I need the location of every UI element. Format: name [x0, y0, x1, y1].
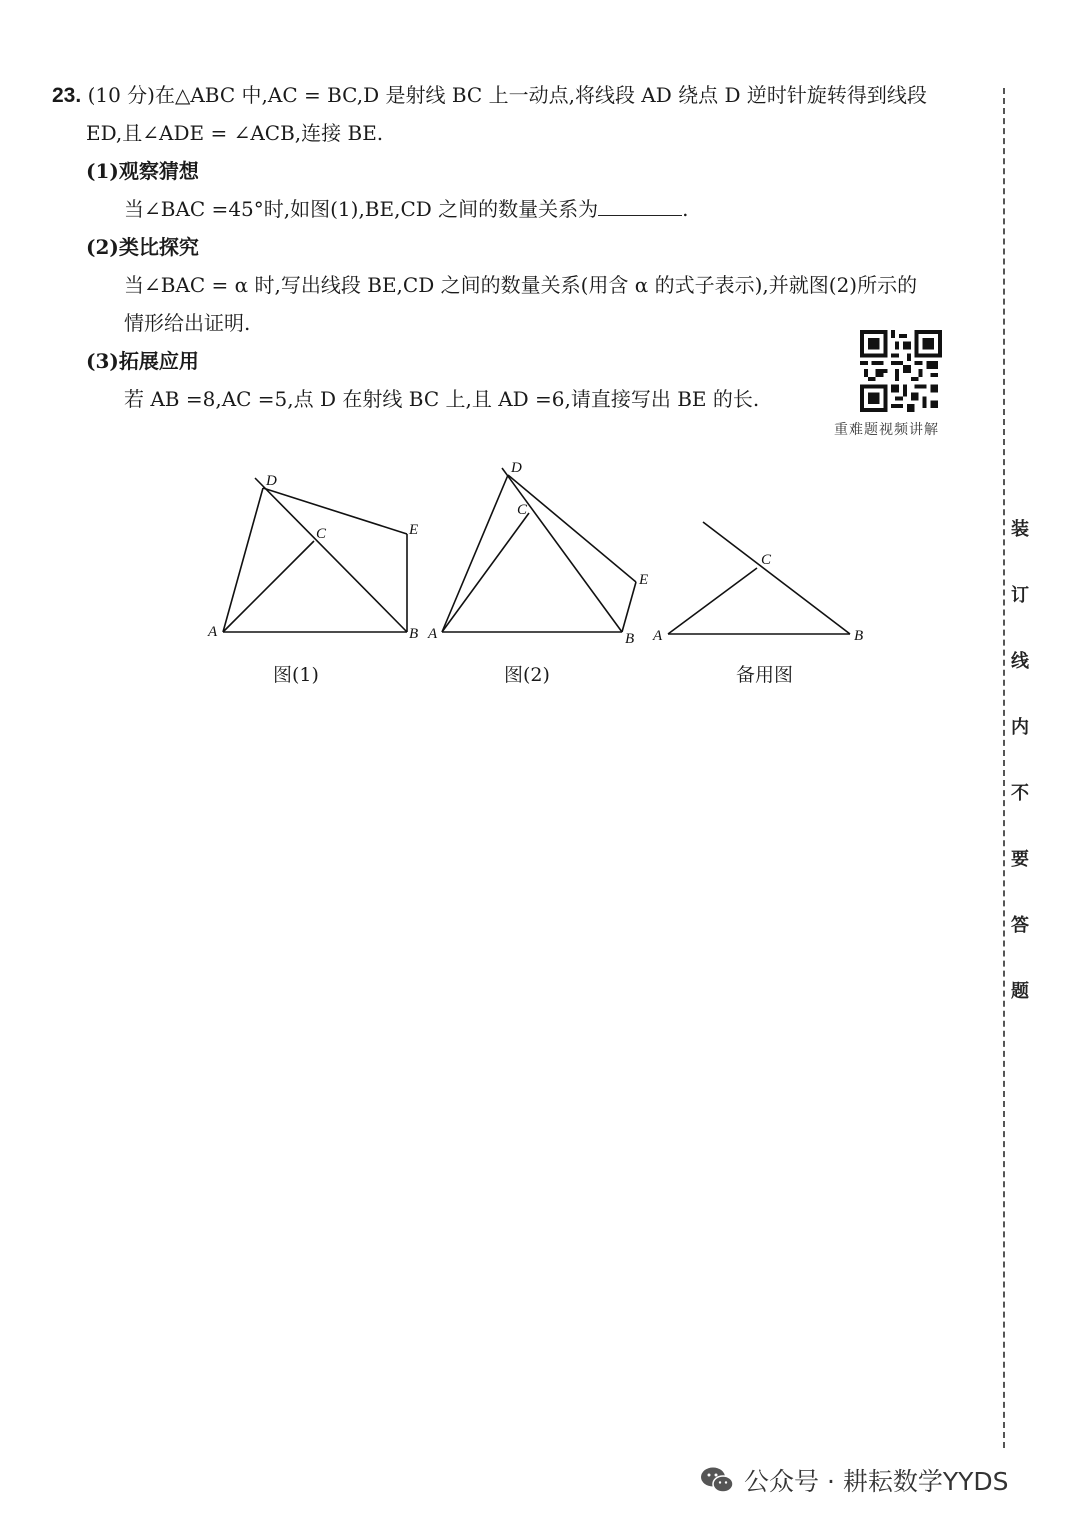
problem-number: 23. — [52, 84, 82, 107]
fig2-label-d: D — [511, 460, 522, 476]
geometry-figures — [0, 450, 960, 650]
part1-question: 当∠BAC =45°时,如图(1),BE,CD 之间的数量关系为 — [124, 197, 599, 221]
fig2-label-e: E — [639, 572, 649, 588]
fig2-label-c: C — [517, 502, 528, 518]
fig2-ray-bd — [502, 468, 622, 632]
fig3-label-b: B — [854, 628, 864, 644]
fig3-caption: 备用图 — [736, 664, 794, 686]
part1-period: . — [682, 197, 689, 221]
qr-code-icon[interactable] — [860, 330, 942, 412]
part2-title: (2)类比探究 — [86, 235, 199, 259]
watermark — [700, 1462, 1009, 1498]
part2-text-1: 当∠BAC = α 时,写出线段 BE,CD 之间的数量关系(用含 α 的式子表示),并就图(2)所示的 — [124, 273, 918, 297]
fig3-label-c: C — [761, 552, 772, 568]
binding-char: 装 — [1011, 519, 1029, 540]
binding-char: 题 — [1011, 981, 1029, 1002]
fig2-segment-de — [508, 475, 636, 582]
fig1-label-a: A — [208, 624, 218, 640]
fig2-segment-eb — [622, 582, 636, 632]
watermark-text: 公众号 · 耕耘数学YYDS — [744, 1467, 1009, 1496]
part1-text — [124, 190, 689, 228]
problem-stem-1: (10 分)在△ABC 中,AC = BC,D 是射线 BC 上一动点,将线段 AD 绕点 D 逆时针旋转得到线段 — [87, 83, 927, 107]
fig1-caption: 图(1) — [273, 664, 319, 686]
fig2-label-a: A — [428, 626, 438, 642]
binding-char: 答 — [1011, 915, 1029, 936]
wechat-icon — [700, 1466, 734, 1494]
part3-text: 若 AB =8,AC =5,点 D 在射线 BC 上,且 AD =6,请直接写出 BE 的长. — [124, 387, 760, 411]
part1-title: (1)观察猜想 — [86, 159, 199, 183]
fig2-segment-ad — [442, 475, 508, 632]
fig3-segment-ac — [668, 568, 757, 634]
fig1-label-c: C — [316, 526, 327, 542]
problem-line-1 — [52, 76, 927, 115]
binding-char: 要 — [1011, 849, 1029, 870]
problem-stem-2: ED,且∠ADE = ∠ACB,连接 BE. — [86, 121, 384, 145]
fig3-ray-bc — [703, 522, 850, 634]
fig1-segment-ac — [223, 541, 314, 632]
binding-char: 内 — [1011, 717, 1029, 738]
answer-blank — [598, 195, 682, 216]
fig2-label-b: B — [625, 631, 635, 647]
binding-dashed-line — [1003, 88, 1005, 1448]
binding-char: 线 — [1011, 651, 1029, 672]
fig1-label-b: B — [409, 626, 419, 642]
fig1-label-d: D — [266, 473, 277, 489]
binding-char: 订 — [1011, 585, 1029, 606]
fig3-label-a: A — [653, 628, 663, 644]
fig1-label-e: E — [409, 522, 419, 538]
binding-char: 不 — [1011, 783, 1029, 804]
fig1-ray-bd — [255, 478, 407, 632]
fig1-segment-de — [263, 488, 407, 534]
part3-title: (3)拓展应用 — [86, 349, 199, 373]
fig2-caption: 图(2) — [504, 664, 550, 686]
fig1-segment-ad — [223, 488, 263, 632]
part2-text-2: 情形给出证明. — [124, 311, 251, 335]
fig2-segment-ac — [442, 513, 529, 632]
qr-caption: 重难题视频讲解 — [834, 422, 939, 438]
binding-notice — [1008, 515, 1032, 1043]
